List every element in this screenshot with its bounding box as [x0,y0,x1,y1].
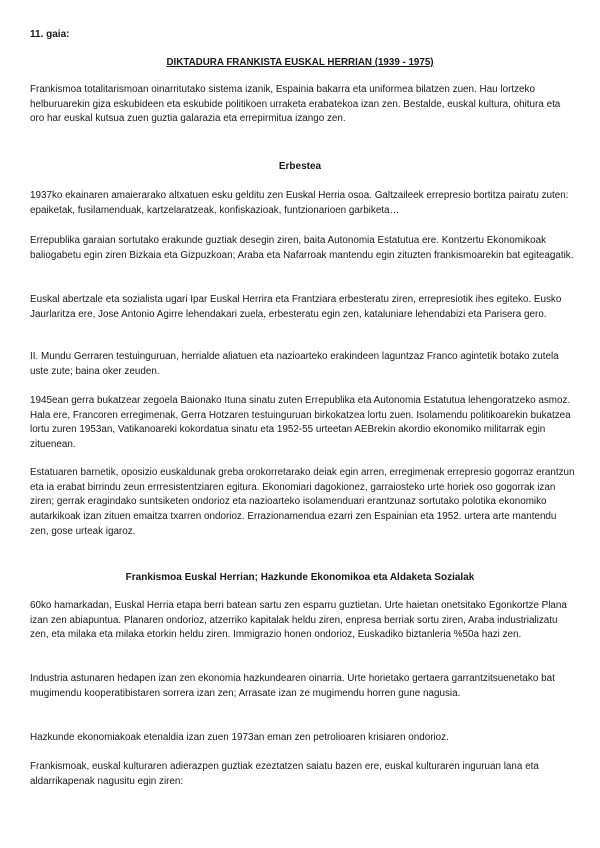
section-heading-erbestea: Erbestea [278,161,322,172]
paragraph: Frankismoak, euskal kulturaren adierazpen guztiak ezeztatzen saiatu bazen ere, euskal kulturaren inguruan lana eta aldarrikapenak nagusitu egin ziren: [30,761,539,787]
paragraph: Industria astunaren hedapen izan zen ekonomia hazkundearen oinarria. Urte horietako gertaera garrantzitsuenetako bat mugimendu kooperatibistaren sorrera izan zen; Arrasate izan ze mugimendu horren gune nagusia. [30,673,555,699]
paragraph: Euskal abertzale eta sozialista ugari Ipar Euskal Herrira eta Frantziara erbesteratu ziren, errepresiotik ihes egiteko. Eusko Jaurlaritza ere, Jose Antonio Agirre lehendakari zuela, erbesteratu egin zen, kataluniare lehendabizi eta Parisera gero. [30,294,562,320]
section-heading-hazkunde: Frankismoa Euskal Herrian; Hazkunde Ekonomikoa eta Aldaketa Sozialak [125,572,475,583]
paragraph: Errepublika garaian sortutako erakunde guztiak desegin ziren, baita Autonomia Estatutua ere. Kontzertu Ekonomikoak baliogabetu egin ziren Bizkaia eta Gizpuzkoan; Araba eta Nafarroak mantendu egin zituzten frankismoarekin bat egiteagatik. [30,235,574,261]
intro-paragraph: Frankismoa totalitarismoan oinarritutako sistema izanik, Espainia bakarra eta uniformea bilatzen zuen. Hau lortzeko helburuarekin giza eskubideen eta eskubide politikoen urraketa erabatekoa izan zen. Bestalde, euskal kultura, ohitura eta oro har euskal kutsua zuen guztia galarazia eta errepirmitua izango zen. [30,84,561,125]
paragraph: 1945ean gerra bukatzear zegoela Baionako Ituna sinatu zuten Errepublika eta Autonomia Estatutua lehengoratzeko asmoz. Hala ere, Francoren erregimenak, Gerra Hotzaren testuinguruan birkokatzea lortu zuen. Isolamendu politikoarekin bukatzea lortu zuren 1953an, Vatikanoareki kokordatua sinatu eta 1952-55 urteetan AEBrekin akordio ekonomiko militarrak egin zituenean. [30,395,571,451]
paragraph: Estatuaren barnetik, oposizio euskaldunak greba orokorretarako deiak egin arren, erregimenak errepresio gogorraz erantzun eta ia erabat birrindu zeun errresistentziaren egitura. Ekonomiari dagokionez, garraiosteko urte horiek oso gogorrak izan ziren; gerrak eragindako suntsiketen ondorioz eta nazioarteko isolamenduari erantzunaz sortutako polotika ekonomiko autarkikoak izan zituen emaitza txarren ondorioz. Errazionamendua ezarri zen Espainian eta 1952. urtera arte mantendu zen, gose urteak igaroz. [30,467,575,537]
paragraph: Hazkunde ekonomiakoak etenaldia izan zuen 1973an eman zen petrolioaren krisiaren ondorioz. [30,732,449,743]
chapter-label: 11. gaia: [30,29,70,40]
paragraph: 60ko hamarkadan, Euskal Herria etapa berri batean sartu zen esparru guztietan. Urte haietan onetsitako Egonkortze Plana izan zen abiapuntua. Planaren ondorioz, atzerriko kapitalak heldu ziren, enpresa berriak sortu ziren, Araba industrializatu zen, eta milaka eta milaka etorkin heldu ziren. Immigrazio honen ondorioz, Euskadiko biztanleria %50a hazi zen. [30,600,567,641]
paragraph: II. Mundu Gerraren testuinguruan, herrialde aliatuen eta nazioarteko erakindeen laguntzaz Franco agintetik botako zutela uste zute; baina oker zeuden. [30,351,559,377]
paragraph: 1937ko ekainaren amaierarako altxatuen esku gelditu zen Euskal Herria osoa. Galtzaileek errepresio bortitza pairatu zuten: epaiketak, fusilamenduak, kartzelaratzeak, konfiskazioak, funtzionarioen garbiketa… [30,190,569,216]
document-title: DIKTADURA FRANKISTA EUSKAL HERRIAN (1939 - 1975) [166,57,434,68]
